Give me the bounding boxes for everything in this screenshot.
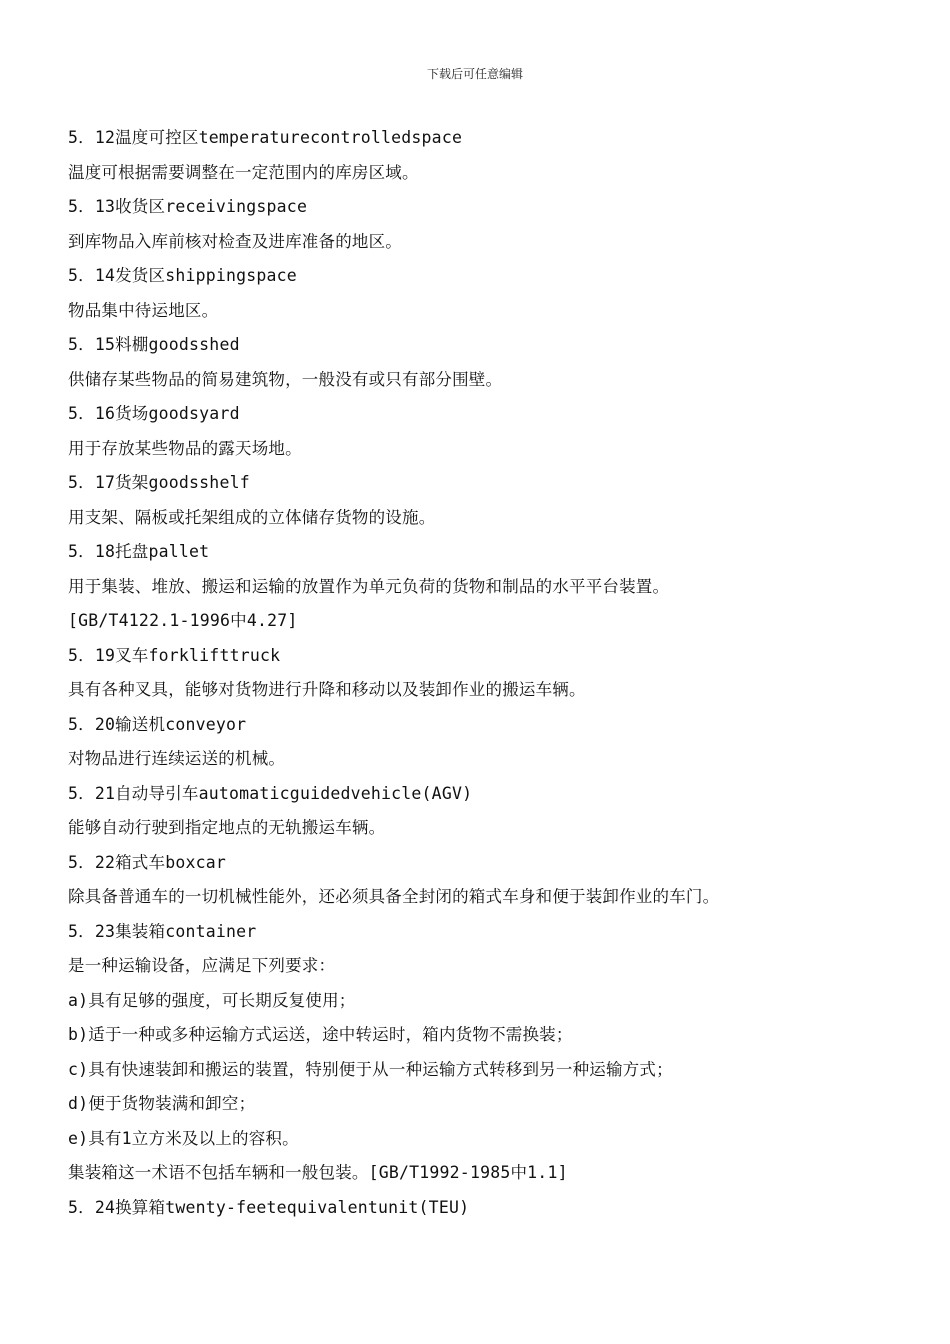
term-heading-5-12: 5．12温度可控区temperaturecontrolledspace [68, 128, 463, 147]
reference-citation: [GB/T4122.1-1996中4.27] [68, 611, 298, 630]
requirement-item-e: e)具有1立方米及以上的容积。 [68, 1128, 299, 1148]
term-heading-5-21: 5．21自动导引车automaticguidedvehicle(AGV) [68, 783, 473, 803]
definition-text: 除具备普通车的一切机械性能外，还必须具备全封闭的箱式车身和便于装卸作业的车门。 [68, 887, 720, 906]
requirement-item-c: c)具有快速装卸和搬运的装置，特别便于从一种运输方式转移到另一种运输方式； [68, 1059, 673, 1079]
definition-text: 是一种运输设备，应满足下列要求： [68, 956, 336, 975]
term-heading-5-13: 5．13收货区receivingspace [68, 197, 308, 216]
definition-text: 用于存放某些物品的露天场地。 [68, 438, 302, 458]
term-heading-5-14: 5．14发货区shippingspace [68, 266, 297, 285]
term-heading-5-17: 5．17货架goodsshelf [68, 473, 250, 492]
term-heading-5-19: 5．19叉车forklifttruck [68, 645, 281, 665]
term-heading-5-16: 5．16货场goodsyard [68, 404, 240, 423]
definition-text: 供储存某些物品的简易建筑物，一般没有或只有部分围壁。 [68, 369, 503, 389]
page-header: 下载后可任意编辑 [426, 67, 523, 81]
definition-text: 到库物品入库前核对检查及进库准备的地区。 [68, 231, 402, 251]
definition-text: 对物品进行连续运送的机械。 [68, 749, 286, 768]
document-body [68, 123, 928, 1227]
requirement-item-a: a)具有足够的强度，可长期反复使用； [68, 990, 356, 1010]
requirement-item-d: d)便于货物装满和卸空； [68, 1094, 256, 1113]
term-heading-5-20: 5．20输送机conveyor [68, 714, 247, 734]
definition-text: 用支架、隔板或托架组成的立体储存货物的设施。 [68, 507, 436, 527]
term-heading-5-18: 5．18托盘pallet [68, 542, 210, 561]
definition-text: 温度可根据需要调整在一定范围内的库房区域。 [68, 162, 419, 182]
requirement-item-b: b)适于一种或多种运输方式运送，途中转运时，箱内货物不需换装； [68, 1025, 573, 1044]
definition-text: 用于集装、堆放、搬运和运输的放置作为单元负荷的货物和制品的水平平台装置。 [68, 576, 670, 596]
term-heading-5-15: 5．15料棚goodsshed [68, 335, 240, 354]
term-heading-5-23: 5．23集装箱container [68, 921, 257, 941]
definition-text: 能够自动行驶到指定地点的无轨搬运车辆。 [68, 818, 386, 837]
term-heading-5-22: 5．22箱式车boxcar [68, 852, 227, 872]
definition-text: 具有各种叉具，能够对货物进行升降和移动以及装卸作业的搬运车辆。 [68, 680, 586, 699]
term-heading-5-24: 5．24换算箱twenty-feetequivalentunit(TEU) [68, 1197, 470, 1217]
definition-text: 物品集中待运地区。 [68, 300, 219, 320]
definition-note: 集装箱这一术语不包括车辆和一般包装。[GB/T1992-1985中1.1] [68, 1163, 568, 1182]
